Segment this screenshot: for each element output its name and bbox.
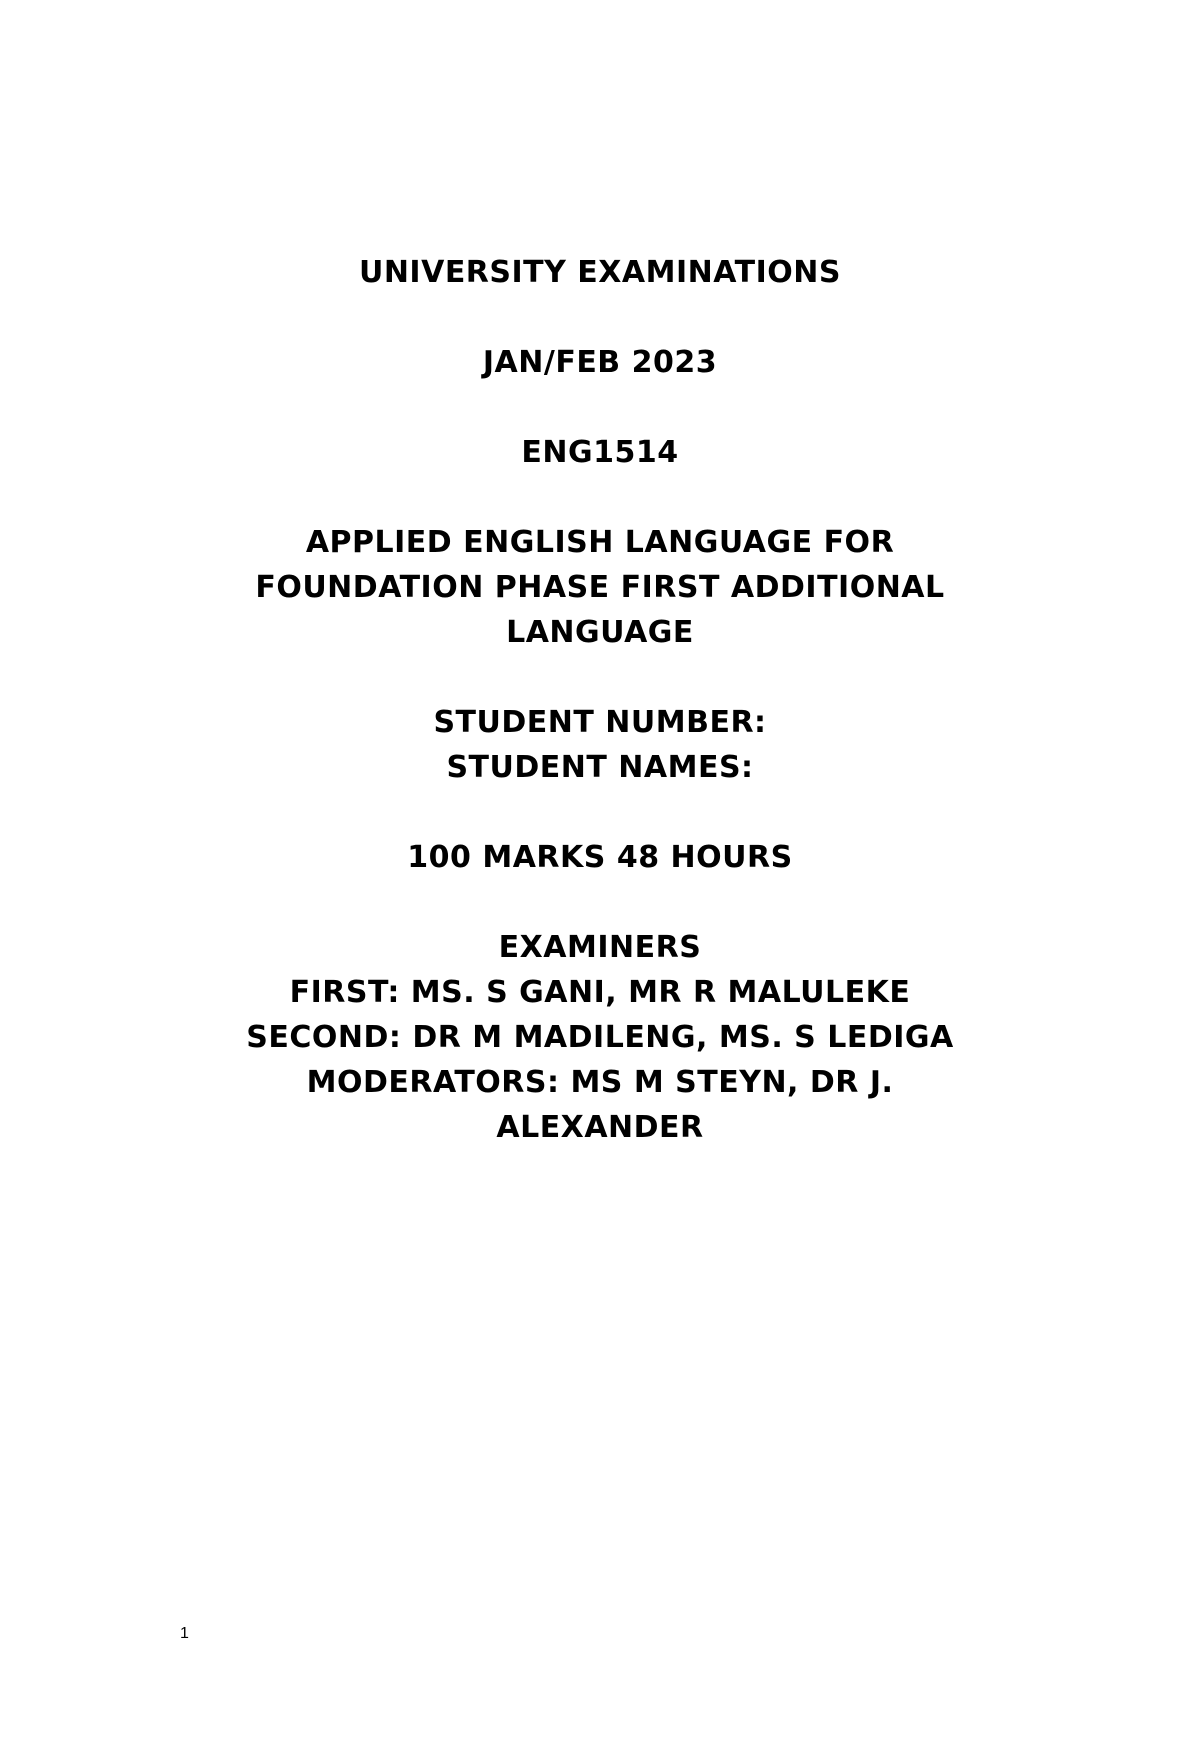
spacer	[220, 385, 980, 430]
spacer	[220, 880, 980, 925]
spacer	[220, 790, 980, 835]
module-title-line: APPLIED ENGLISH LANGUAGE FOR	[305, 525, 895, 560]
moderators-line: MODERATORS: MS M STEYN, DR J.	[306, 1065, 894, 1100]
spacer	[220, 295, 980, 340]
moderators-line: ALEXANDER	[496, 1110, 704, 1145]
institution-heading: UNIVERSITY EXAMINATIONS	[358, 255, 842, 290]
student-number-label: STUDENT NUMBER:	[433, 705, 767, 740]
page-number: 1	[180, 1625, 189, 1642]
module-title-line: FOUNDATION PHASE FIRST ADDITIONAL	[255, 570, 945, 605]
module-title-line: LANGUAGE	[506, 615, 694, 650]
spacer	[220, 475, 980, 520]
marks-duration: 100 MARKS 48 HOURS	[407, 840, 793, 875]
spacer	[220, 655, 980, 700]
examiners-heading: EXAMINERS	[498, 930, 702, 965]
second-examiners: SECOND: DR M MADILENG, MS. S LEDIGA	[246, 1020, 954, 1055]
exam-session: JAN/FEB 2023	[482, 345, 718, 380]
cover-text-block	[220, 250, 980, 1150]
first-examiners: FIRST: MS. S GANI, MR R MALULEKE	[289, 975, 911, 1010]
student-names-label: STUDENT NAMES:	[446, 750, 754, 785]
module-code: ENG1514	[521, 435, 679, 470]
